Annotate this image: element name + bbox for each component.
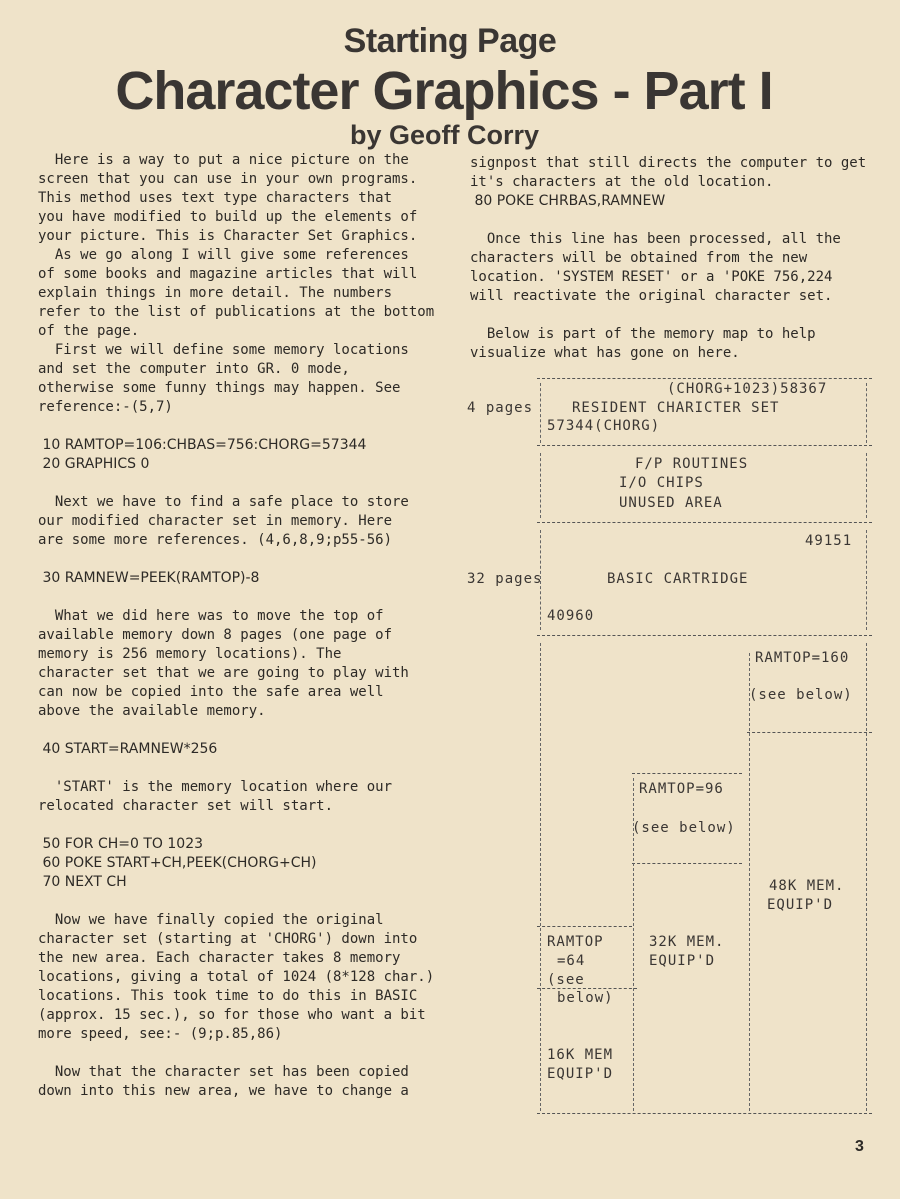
code-line [38, 474, 433, 493]
code-line [470, 211, 870, 230]
map-char-set: RESIDENT CHARICTER SET [572, 400, 780, 416]
text-line: character set (starting at 'CHORG') down into [38, 931, 418, 947]
text-line: locations, giving a total of 1024 (8*128 char.) [38, 969, 435, 985]
text-line: Below is part of the memory map to help [470, 326, 816, 342]
map-16k-line1: 16K MEM [547, 1047, 614, 1063]
code-line: 50 FOR CH=0 TO 1023 [38, 836, 204, 852]
article-title: Character Graphics - Part I [115, 61, 773, 121]
code-line: 20 GRAPHICS 0 [38, 456, 150, 472]
text-line: First we will define some memory locations [38, 342, 409, 358]
map-char-pages: 4 pages [467, 400, 534, 416]
text-line: above the available memory. [38, 703, 266, 719]
text-line: the new area. Each character takes 8 memory [38, 950, 401, 966]
text-line: Now that the character set has been copied [38, 1064, 409, 1080]
text-line: reference:-(5,7) [38, 399, 173, 415]
map-32k-line1: 32K MEM. [649, 934, 725, 950]
text-line: Next we have to find a safe place to store [38, 494, 409, 510]
text-line: character set that we are going to play with [38, 665, 409, 681]
text-line: screen that you can use in your own programs. [38, 171, 418, 187]
map-ramtop-64-line4: below) [557, 990, 614, 1006]
code-line [38, 759, 433, 778]
text-line [38, 721, 433, 740]
map-48k-line2: EQUIP'D [767, 897, 834, 913]
text-line: your picture. This is Character Set Graphics. [38, 228, 418, 244]
text-line: memory is 256 memory locations). The [38, 646, 342, 662]
map-16k-line2: EQUIP'D [547, 1066, 614, 1082]
page-number: 3 [855, 1138, 864, 1155]
text-line: are some more references. (4,6,8,9;p55-56) [38, 532, 393, 548]
code-line: 80 POKE CHRBAS,RAMNEW [470, 193, 666, 209]
text-line: characters will be obtained from the new [470, 250, 808, 266]
text-line [38, 1044, 433, 1063]
code-line: 70 NEXT CH [38, 874, 127, 890]
text-line [38, 816, 433, 835]
memory-map-diagram [467, 378, 877, 1118]
text-line: visualize what has gone on here. [470, 345, 740, 361]
text-line: can now be copied into the safe area well [38, 684, 384, 700]
text-line: and set the computer into GR. 0 mode, [38, 361, 350, 377]
text-line: Here is a way to put a nice picture on the [38, 152, 409, 168]
text-line: more speed, see:- (9;p.85,86) [38, 1026, 283, 1042]
text-line: of the page. [38, 323, 140, 339]
map-32k-line2: EQUIP'D [649, 953, 716, 969]
map-fp: F/P ROUTINES [635, 456, 749, 472]
text-line: you have modified to build up the elements of [38, 209, 418, 225]
map-cart-pages: 32 pages [467, 571, 543, 587]
map-cart-top: 49151 [805, 533, 853, 549]
map-see-below-2: (see below) [632, 820, 736, 836]
text-line: location. 'SYSTEM RESET' or a 'POKE 756,224 [470, 269, 833, 285]
text-line: refer to the list of publications at the bottom [38, 304, 435, 320]
map-48k-line1: 48K MEM. [769, 878, 845, 894]
text-line: Now we have finally copied the original [38, 912, 384, 928]
text-line: available memory down 8 pages (one page of [38, 627, 393, 643]
code-line: 10 RAMTOP=106:CHBAS=756:CHORG=57344 [38, 437, 367, 453]
map-see-below-1: (see below) [749, 687, 853, 703]
map-io: I/O CHIPS [619, 475, 704, 491]
code-line [38, 892, 433, 911]
map-ramtop-64-line2: =64 [557, 953, 586, 969]
text-line: of some books and magazine articles that will [38, 266, 418, 282]
text-line: As we go along I will give some references [38, 247, 409, 263]
right-column [470, 154, 870, 363]
text-line [38, 550, 433, 569]
text-line: Once this line has been processed, all the [470, 231, 841, 247]
text-line: signpost that still directs the computer to get [470, 155, 867, 171]
map-cart: BASIC CARTRIDGE [607, 571, 749, 587]
code-line: 30 RAMNEW=PEEK(RAMTOP)-8 [38, 570, 260, 586]
text-line: What we did here was to move the top of [38, 608, 384, 624]
code-line: 40 START=RAMNEW*256 [38, 741, 218, 757]
text-line: relocated character set will start. [38, 798, 334, 814]
map-ramtop-64-line3: (see [547, 972, 585, 988]
text-line: locations. This took time to do this in BASIC [38, 988, 418, 1004]
text-line: it's characters at the old location. [470, 174, 774, 190]
text-line: explain things in more detail. The numbers [38, 285, 393, 301]
text-line: will reactivate the original character set. [470, 288, 833, 304]
text-line: otherwise some funny things may happen. See [38, 380, 401, 396]
text-line: (approx. 15 sec.), so for those who want a bit [38, 1007, 426, 1023]
map-unused: UNUSED AREA [619, 495, 723, 511]
map-chorg: 57344(CHORG) [547, 418, 661, 434]
text-line [470, 306, 870, 325]
text-line: our modified character set in memory. Here [38, 513, 393, 529]
map-rom-top: (CHORG+1023)58367 [667, 381, 828, 397]
code-line [38, 588, 433, 607]
map-ramtop-160: RAMTOP=160 [755, 650, 850, 666]
code-line: 60 POKE START+CH,PEEK(CHORG+CH) [38, 855, 317, 871]
map-cart-bottom: 40960 [547, 608, 595, 624]
article-byline: by Geoff Corry [350, 120, 540, 150]
left-column [38, 151, 433, 1101]
text-line: 'START' is the memory location where our [38, 779, 393, 795]
map-ramtop-64-line1: RAMTOP [547, 934, 604, 950]
text-line: down into this new area, we have to change a [38, 1083, 409, 1099]
code-line [38, 417, 433, 436]
section-kicker: Starting Page [343, 22, 557, 60]
text-line: This method uses text type characters that [38, 190, 393, 206]
map-ramtop-96: RAMTOP=96 [639, 781, 724, 797]
